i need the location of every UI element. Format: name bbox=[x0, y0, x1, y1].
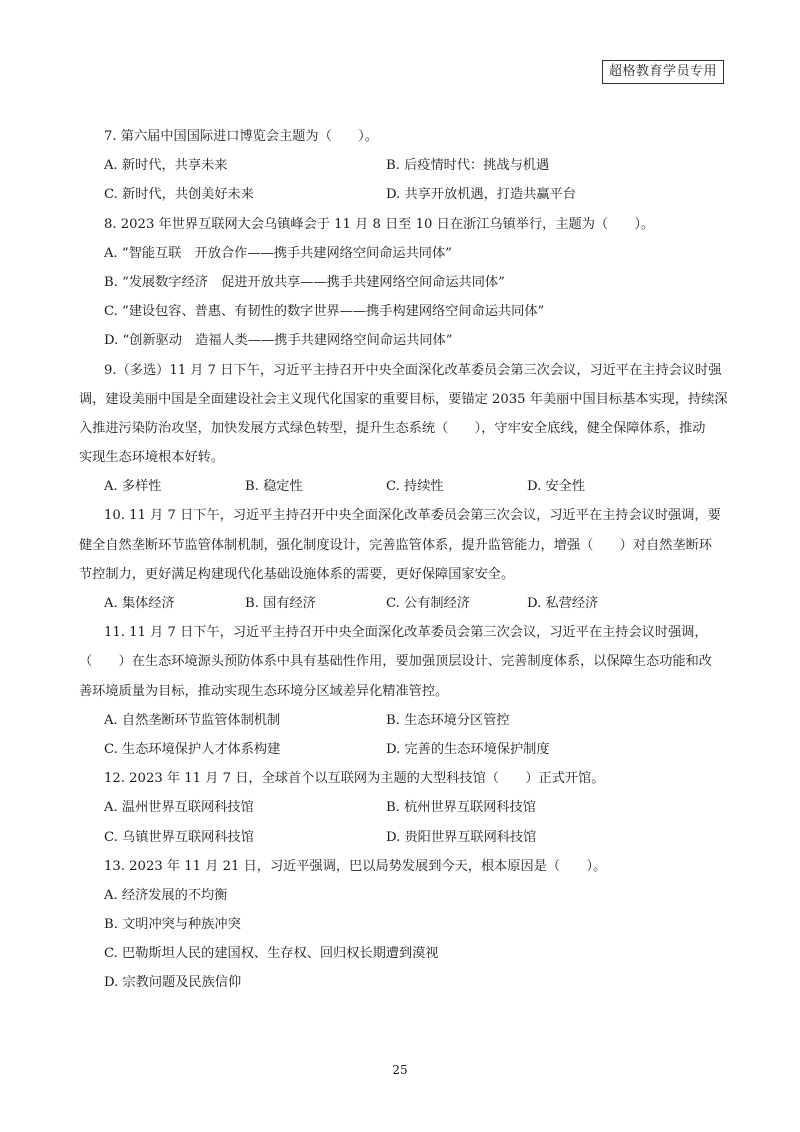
q11-options-row1 bbox=[104, 711, 704, 731]
q7-option-a: A. 新时代，共享未来 bbox=[104, 158, 228, 174]
q8-stem: 8. 2023 年世界互联网大会乌镇峰会于 11 月 8 日至 10 日在浙江乌镇举行，主题为（ ）。 bbox=[104, 216, 655, 232]
q10-options bbox=[104, 594, 704, 614]
q10-option-b: B. 国有经济 bbox=[245, 596, 316, 611]
q12-option-a: A. 温州世界互联网科技馆 bbox=[104, 800, 254, 816]
q13-option-b: B. 文明冲突与种族冲突 bbox=[104, 917, 241, 933]
q11-option-c: C. 生态环境保护人才体系构建 bbox=[104, 741, 281, 757]
q12-option-b: B. 杭州世界互联网科技馆 bbox=[386, 800, 536, 816]
q13-option-a: A. 经济发展的不均衡 bbox=[104, 887, 228, 903]
q9-stem-line1: 9.（多选）11 月 7 日下午，习近平主持召开中央全面深化改革委员会第三次会议，习近平在主持会议时强 bbox=[104, 362, 722, 378]
q7-option-c: C. 新时代，共创美好未来 bbox=[104, 187, 254, 203]
q9-option-a: A. 多样性 bbox=[104, 479, 162, 495]
q12-options-row2 bbox=[104, 828, 704, 848]
q10-stem-line2: 健全自然垄断环节监管体制机制，强化制度设计，完善监管体系，提升监管能力，增强（ ）对自然垄断环 bbox=[79, 537, 712, 553]
q9-option-d: D. 安全性 bbox=[527, 479, 586, 495]
q11-options-row2 bbox=[104, 740, 704, 760]
q12-options-row1 bbox=[104, 798, 704, 818]
q12-option-c: C. 乌镇世界互联网科技馆 bbox=[104, 829, 254, 845]
q13-option-d: D. 宗教问题及民族信仰 bbox=[104, 975, 242, 991]
q13-stem: 13. 2023 年 11 月 21 日，习近平强调，巴以局势发展到今天，根本原因是（ ）。 bbox=[104, 858, 607, 874]
q8-option-b: B. “发展数字经济 促进开放共享——携手共建网络空间命运共同体” bbox=[104, 274, 505, 290]
q7-stem: 7. 第六届中国国际进口博览会主题为（ ）。 bbox=[104, 129, 378, 144]
q7-options-row1 bbox=[104, 156, 704, 176]
q13-option-c: C. 巴勒斯坦人民的建国权、生存权、回归权长期遭到漠视 bbox=[104, 946, 439, 962]
q10-option-d: D. 私营经济 bbox=[527, 596, 599, 611]
q10-stem-line1: 10. 11 月 7 日下午，习近平主持召开中央全面深化改革委员会第三次会议，习近平在主持会议时强调，要 bbox=[104, 508, 721, 524]
q9-stem-line2: 调，建设美丽中国是全面建设社会主义现代化国家的重要目标，要锚定 2035 年美丽中国目标基本实现，持续深 bbox=[79, 391, 728, 407]
q9-option-c: C. 持续性 bbox=[386, 479, 444, 495]
q11-option-d: D. 完善的生态环境保护制度 bbox=[386, 741, 550, 757]
question-list bbox=[79, 127, 728, 1003]
q12-stem: 12. 2023 年 11 月 7 日，全球首个以互联网为主题的大型科技馆（ ）正式开馆。 bbox=[104, 771, 605, 787]
q8-option-d: D. “创新驱动 造福人类——携手共建网络空间命运共同体” bbox=[104, 333, 453, 349]
q7-options-row2 bbox=[104, 185, 704, 205]
q8-option-a: A. “智能互联 开放合作——携手共建网络空间命运共同体” bbox=[104, 245, 452, 261]
q9-stem-line3: 入推进污染防治攻坚，加快发展方式绿色转型，提升生态系统（ ），守牢安全底线，健全保障体系，推动 bbox=[79, 420, 706, 436]
q9-stem-line4: 实现生态环境根本好转。 bbox=[79, 450, 225, 466]
q11-stem-line2: （ ）在生态环境源头预防体系中具有基础性作用，要加强顶层设计、完善制度体系，以保障生态功能和改 bbox=[79, 654, 712, 670]
q8-option-c: C. “建设包容、普惠、有韧性的数字世界——携手构建网络空间命运共同体” bbox=[104, 304, 545, 320]
q10-option-c: C. 公有制经济 bbox=[386, 596, 470, 611]
page-number: 25 bbox=[392, 1063, 408, 1077]
q12-option-d: D. 贵阳世界互联网科技馆 bbox=[386, 829, 537, 845]
q10-stem-line3: 节控制力，更好满足构建现代化基础设施体系的需要，更好保障国家安全。 bbox=[79, 566, 515, 582]
q7-option-d: D. 共享开放机遇，打造共赢平台 bbox=[386, 187, 576, 203]
q11-option-a: A. 自然垄断环节监管体制机制 bbox=[104, 712, 281, 728]
q11-option-b: B. 生态环境分区管控 bbox=[386, 712, 510, 728]
q9-option-b: B. 稳定性 bbox=[245, 479, 303, 495]
q7-option-b: B. 后疫情时代：挑战与机遇 bbox=[386, 158, 550, 174]
q11-stem-line3: 善环境质量为目标，推动实现生态环境分区域差异化精准管控。 bbox=[79, 683, 449, 699]
q9-options bbox=[104, 477, 704, 497]
usage-stamp: 超格教育学员专用 bbox=[602, 60, 724, 84]
q11-stem-line1: 11. 11 月 7 日下午，习近平主持召开中央全面深化改革委员会第三次会议，习近平在主持会议时强调， bbox=[104, 625, 708, 641]
q10-option-a: A. 集体经济 bbox=[104, 596, 175, 611]
